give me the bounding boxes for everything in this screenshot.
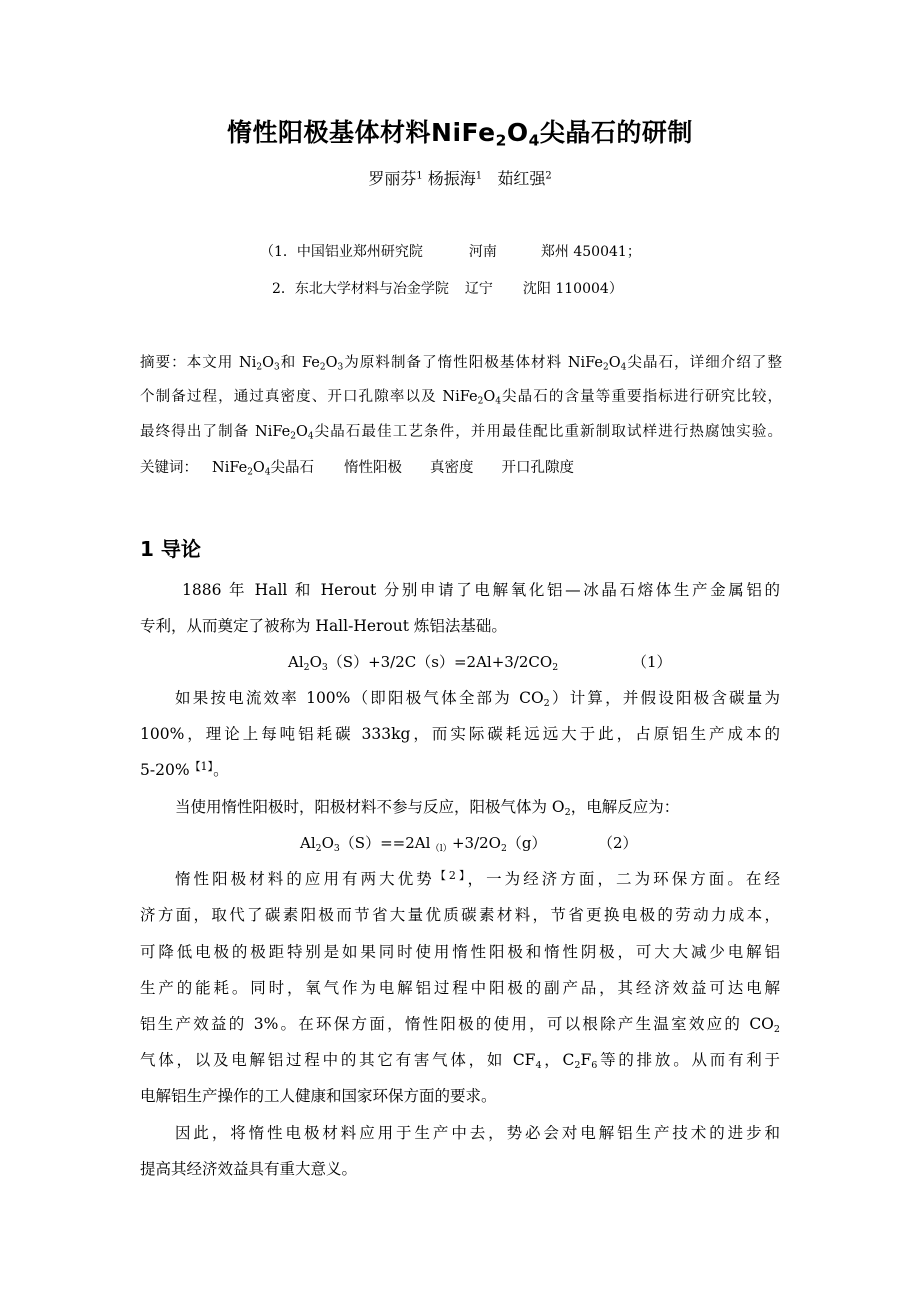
body-text-line: 电解铝生产操作的工人健康和国家环保方面的要求。 [140, 1087, 497, 1105]
equation-1: $Al_2O_3(S)+3/2C(s)=2Al+3/2CO_2$ [288, 653, 559, 673]
body-text-line: 5-20%$^{【1】}$。 [140, 760, 229, 779]
author-name: 杨振海 [427, 169, 476, 188]
body-text-line: 100%，理论上每吨铝耗碳 333kg，而实际碳耗远远大于此，占原铝生产成本的 [140, 725, 780, 743]
paper-title: 惰性阳极基体材料$NiFe_2O_4$尖晶石的研制 [227, 118, 693, 150]
section-heading: 1 导论 [140, 537, 201, 561]
keyword: 真密度 [430, 460, 474, 476]
body-text-line: 提高其经济效益具有重大意义。 [140, 1160, 358, 1178]
equation-number: （1） [632, 653, 672, 671]
keywords-line [140, 456, 574, 477]
body-text-line: 1886 年 Hall 和 Herout 分别申请了电解氧化铝—冰晶石熔体生产金属铝的 [182, 581, 780, 599]
keyword: 惰性阳极 [344, 460, 403, 476]
equation-2: $Al_2O_3(S)==2Al_{(l)}+3/2O_2(g)$ [300, 834, 547, 854]
body-text-line: 专利，从而奠定了被称为 Hall-Herout 炼铝法基础。 [140, 617, 507, 635]
keyword: $NiFe_2O_4$尖晶石 [212, 460, 315, 478]
keyword: 开口孔隙度 [501, 460, 575, 476]
abstract-line: 个制备过程，通过真密度、开口孔隙率以及 $NiFe_2O_4$尖晶石的含量等重要指标进行研究比较， [140, 389, 783, 407]
citation-ref[interactable]: 【1】 [189, 760, 214, 774]
body-text-line: 铝生产效益的 3%。在环保方面，惰性阳极的使用，可以根除产生温室效应的 $CO_2$ [140, 1015, 780, 1035]
abstract-line: 最终得出了制备 $NiFe_2O_4$尖晶石最佳工艺条件，并用最佳配比重新制取试样进行热腐蚀实验。 [140, 424, 782, 442]
equation-number: （2） [598, 834, 638, 852]
affiliation-line-1: （1．中国铝业郑州研究院 河南 郑州 450041； [260, 244, 641, 260]
citation-ref[interactable]: 【2】 [434, 869, 468, 883]
author-list: 罗丽芬$^1$ 杨振海$^1$ 茹红强$^2$ [368, 169, 552, 188]
body-text-line: 济方面，取代了碳素阳极而节省大量优质碳素材料，节省更换电极的劳动力成本， [140, 906, 780, 924]
body-text-line: 生产的能耗。同时，氧气作为电解铝过程中阳极的副产品，其经济效益可达电解 [140, 979, 780, 997]
body-text-line: 当使用惰性阳极时，阳极材料不参与反应，阳极气体为 $O_2$，电解反应为： [175, 798, 680, 818]
body-text-line: 如果按电流效率 100%（即阳极气体全部为 $CO_2$）计算，并假设阳极含碳量为 [175, 689, 780, 709]
affiliation-line-2: 2．东北大学材料与冶金学院 辽宁 沈阳 110004） [272, 281, 623, 297]
author-name: 罗丽芬 [368, 169, 417, 188]
keywords-label: 关键词： [140, 460, 198, 476]
body-text-line: 因此，将惰性电极材料应用于生产中去，势必会对电解铝生产技术的进步和 [175, 1124, 780, 1142]
body-text-line: 可降低电极的极距特别是如果同时使用惰性阳极和惰性阴极，可大大减少电解铝 [140, 943, 780, 961]
body-text-line: 气体，以及电解铝过程中的其它有害气体，如 $CF_4$，$C_2F_6$等的排放。从而有利于 [140, 1051, 780, 1071]
abstract-line: 摘要：本文用 $Ni_2O_3$和 $Fe_2O_3$为原料制备了惰性阳极基体材料 $NiFe_2O_4$尖晶石，详细介绍了整 [140, 355, 782, 373]
author-name: 茹红强 [497, 169, 546, 188]
body-text-line: 惰性阳极材料的应用有两大优势$^{【2】}$，一为经济方面，二为环保方面。在经 [175, 869, 780, 888]
